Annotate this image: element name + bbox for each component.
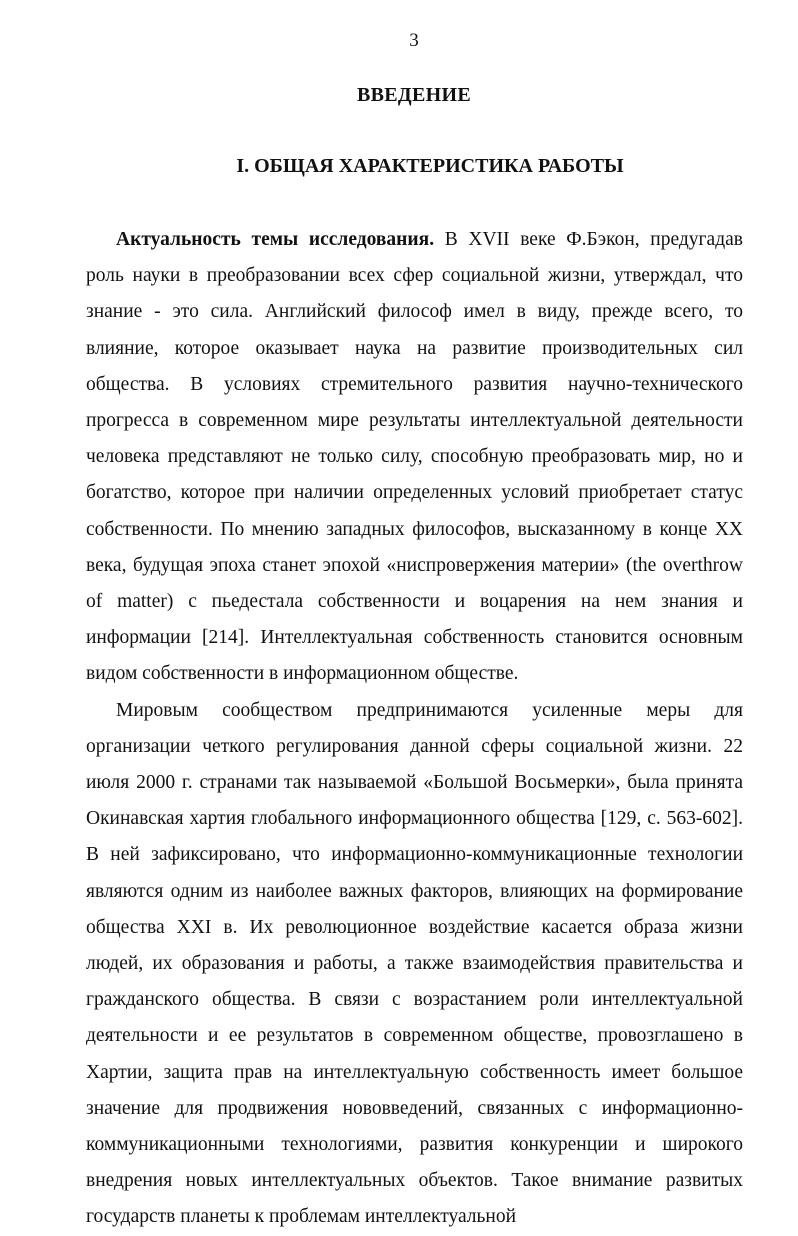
paragraph-text: Мировым сообществом предпринимаются усиленные меры для организации четкого регулирования данной сферы социальной жизни. 22 июля 2000 г. странами так называемой «Большой Восьмерки», была принята Окинавская хартия глобального информационного общества [129, с. 563-602]. В ней зафиксировано, что информационно-коммуникационные технологии являются одним из наиболее важных факторов, влияющих на формирование общества XXI в. Их революционное воздействие касается образа жизни людей, их образования и работы, а также взаимодействия правительства и гражданского общества. В связи с возрастанием роли интеллектуальной деятельности и ее результатов в современном обществе, провозглашено в Хартии, защита прав на интеллектуальную собственность имеет большое значение для продвижения нововведений, связанных с информационно-коммуникационными технологиями, развития конкуренции и широкого внедрения новых интеллектуальных объектов. Такое внимание развитых государств планеты к проблемам интеллектуальной <box>86 699 743 1228</box>
section-heading: ВВЕДЕНИЕ <box>357 84 471 106</box>
paragraph-lead: Актуальность темы исследования. <box>116 229 435 250</box>
paragraph-text: В XVII веке Ф.Бэкон, предугадав роль науки в преобразовании всех сфер социальной жизни, утверждал, что знание - это сила. Английский философ имел в виду, прежде всего, то влияние, которое оказывает наука на развитие производительных сил общества. В условиях стремительного развития научно-технического прогресса в современном мире результаты интеллектуальной деятельности человека представляют не только силу, способную преобразовать мир, но и богатство, которое при наличии определенных условий приобретает статус собственности. По мнению западных философов, высказанному в конце XX века, будущая эпоха станет эпохой «ниспровержения материи» (the overthrow of matter) с пьедестала собственности и воцарения на нем знания и информации [214]. Интеллектуальная собственность становится основным видом собственности в информационном обществе. <box>86 229 743 685</box>
page-number: 3 <box>409 30 419 51</box>
paragraph-relevance <box>86 222 743 693</box>
paragraph-world-community <box>86 693 743 1236</box>
body-text <box>86 222 743 1236</box>
chapter-subheading: I. ОБЩАЯ ХАРАКТЕРИСТИКА РАБОТЫ <box>236 155 624 177</box>
